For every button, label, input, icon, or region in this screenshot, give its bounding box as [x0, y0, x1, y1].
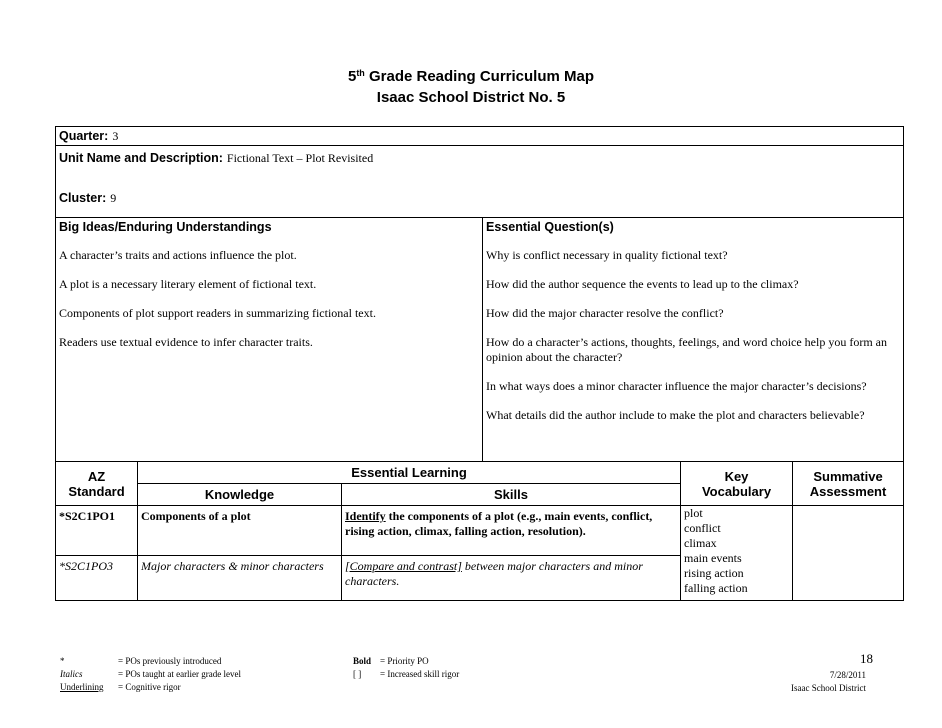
title-text: Grade Reading Curriculum Map: [364, 68, 595, 85]
quarter-value: 3: [112, 129, 119, 143]
essential-questions-cell: [483, 218, 904, 462]
knowledge-header: Knowledge: [138, 484, 342, 506]
essential-questions-heading: Essential Question(s): [486, 220, 614, 234]
essential-question: How did the major character resolve the conflict?: [486, 306, 724, 320]
vocab-term: climax: [684, 536, 717, 550]
legend-desc: = POs taught at earlier grade level: [118, 669, 242, 679]
curriculum-table: [55, 126, 904, 601]
header-row-1: [56, 462, 904, 484]
skills-cell: [342, 506, 681, 556]
quarter-row: [56, 127, 904, 146]
legend-desc: = Cognitive rigor: [118, 682, 181, 692]
skill-text: between major characters and minor characters.: [345, 559, 643, 588]
az-label: AZ: [87, 468, 106, 484]
vocab-term: falling action: [684, 581, 748, 595]
skill-verb: [Compare and contrast]: [345, 559, 462, 573]
legend-symbol: Bold: [353, 656, 372, 666]
essential-question: How did the author sequence the events to lead up to the climax?: [486, 277, 799, 291]
legend-symbol: Underlining: [60, 682, 104, 692]
legend-symbol: Italics: [60, 669, 83, 679]
az-standard-header: [56, 462, 138, 506]
legend-symbol: *: [60, 656, 65, 666]
quarter-label: Quarter:: [59, 129, 109, 143]
summative-assessment-header: [793, 462, 904, 506]
vocabulary-label: Vocabulary: [701, 483, 772, 499]
unit-row: [56, 146, 904, 218]
big-idea: A plot is a necessary literary element of fictional text.: [59, 277, 317, 291]
big-idea: A character’s traits and actions influence the plot.: [59, 248, 297, 262]
unit-name-label: Unit Name and Description:: [59, 151, 223, 165]
big-ideas-heading: Big Ideas/Enduring Understandings: [59, 220, 272, 234]
essential-question: Why is conflict necessary in quality fictional text?: [486, 248, 728, 262]
essential-question: In what ways does a minor character influence the major character’s decisions?: [486, 379, 867, 393]
cluster-label: Cluster:: [59, 191, 107, 205]
skills-header: Skills: [342, 484, 681, 506]
vocab-term: conflict: [684, 521, 721, 535]
legend-desc: = Priority PO: [380, 656, 429, 666]
standard-code: *S2C1PO3: [56, 556, 138, 601]
big-idea: Components of plot support readers in summarizing fictional text.: [59, 306, 376, 320]
skill-verb: Identify: [345, 509, 386, 523]
unit-name-value: Fictional Text – Plot Revisited: [226, 151, 374, 165]
title-superscript: th: [356, 68, 365, 78]
essential-learning-header: Essential Learning: [138, 462, 681, 484]
footer-district: Isaac School District: [791, 683, 866, 693]
summative-label: Summative: [813, 468, 883, 484]
assessment-cell: [793, 506, 904, 601]
footer-date: 7/28/2011: [829, 670, 866, 680]
subtitle: Isaac School District No. 5: [376, 89, 566, 106]
assessment-label: Assessment: [809, 483, 887, 499]
big-ideas-row: [56, 218, 904, 462]
footer-info: [760, 669, 866, 695]
vocab-term: plot: [684, 506, 703, 520]
knowledge-cell: Major characters & minor characters: [138, 556, 342, 601]
title-grade: 5: [347, 68, 357, 85]
essential-question: How do a character’s actions, thoughts, feelings, and word choice help you form an opinion about the character?: [486, 335, 887, 364]
cluster-value: 9: [110, 191, 117, 205]
essential-question: What details did the author include to make the plot and characters believable?: [486, 408, 865, 422]
page-number: 18: [860, 651, 873, 666]
skills-cell: [342, 556, 681, 601]
key-vocabulary-header: [681, 462, 793, 506]
document-title: [0, 66, 942, 108]
footer-legend-2: [353, 655, 459, 681]
standard-label: Standard: [68, 483, 125, 499]
knowledge-cell: Components of a plot: [138, 506, 342, 556]
vocabulary-cell: [681, 506, 793, 601]
legend-desc: = POs previously introduced: [118, 656, 222, 666]
legend-desc: = Increased skill rigor: [380, 669, 460, 679]
vocab-term: rising action: [684, 566, 744, 580]
title-line: [0, 66, 942, 87]
big-ideas-cell: [56, 218, 483, 462]
key-label: Key: [724, 468, 749, 484]
legend-symbol: [ ]: [353, 669, 362, 679]
standard-code: *S2C1PO1: [56, 506, 138, 556]
vocab-term: main events: [684, 551, 742, 565]
table-row: [56, 506, 904, 556]
big-idea: Readers use textual evidence to infer character traits.: [59, 335, 313, 349]
footer-legend: [60, 655, 241, 694]
skill-text: the components of a plot (e.g., main events, conflict, rising action, climax, falling action, resolution).: [345, 509, 653, 538]
